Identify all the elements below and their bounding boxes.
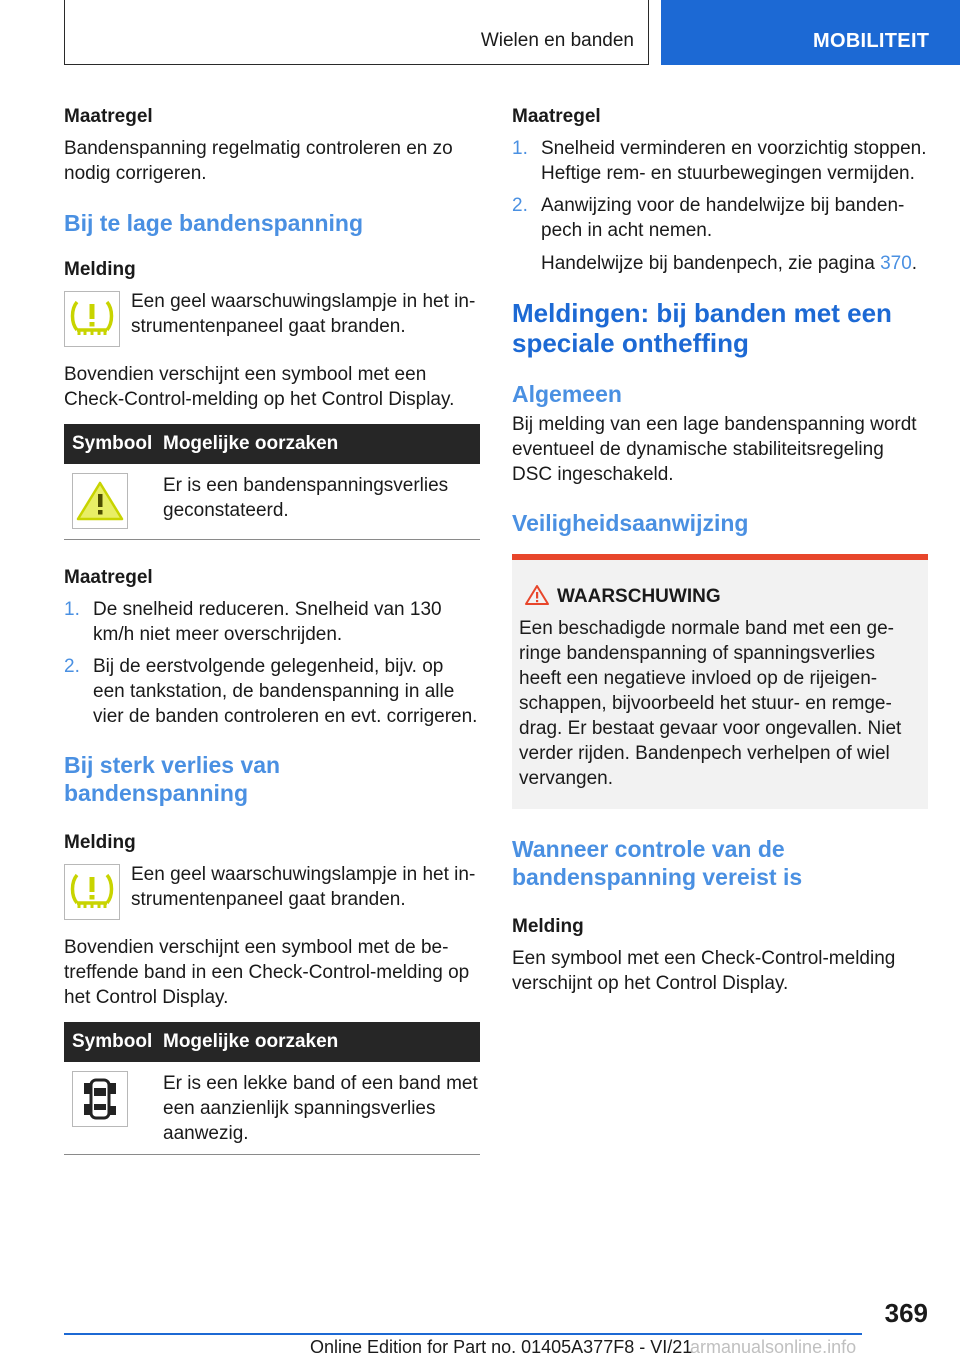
watermark: armanualsonline.info [690, 1337, 857, 1357]
paragraph: Bovendien verschijnt een symbool met de betreffende band in een Check-Control-melding op het Control Display. [64, 936, 470, 1008]
paragraph: Bandenspanning regelmatig controleren en zo nodig corrigeren. [64, 138, 453, 184]
page-link[interactable]: 370 [880, 253, 912, 274]
list-item: 2. Bij de eerstvolgende gelegenheid, bijv. op een tankstation, de bandenspanning in alle vier de banden controleren en evt. corrigeren. [64, 655, 478, 727]
table-row [64, 1062, 480, 1155]
header-section-tab [64, 0, 649, 65]
subheading-melding: Melding [64, 831, 136, 853]
right-column [512, 104, 928, 996]
tpms-warning-icon [64, 291, 120, 347]
paragraph: Een symbool met een Check-Control-melding verschijnt op het Control Display. [512, 948, 896, 994]
page-reference: Handelwijze bij bandenpech, zie pagina 370. [541, 253, 918, 274]
page-number: 369 [884, 1298, 928, 1328]
section-heading-strong-loss: Bij sterk verlies van bandenspanning [64, 751, 281, 806]
message-text: Een geel waarschuwingslampje in het instrumentenpaneel gaat branden. [131, 863, 476, 910]
warning-triangle-icon [72, 473, 128, 529]
warning-text: Een beschadigde normale band met een geringe bandenspanning of spanningsverlies heeft een negatieve invloed op de rijeigenschappen, bijvoorbeeld het stuur- en remgedrag. Er bestaat gevaar voor ongevallen. Niet verder rijden. Bandenpech verhelpen of wiel vervangen. [519, 618, 902, 789]
footer-divider [64, 1333, 862, 1335]
section-title: Wielen en banden [480, 30, 634, 51]
warning-box [512, 554, 928, 809]
list-item: 1. Snelheid verminderen en voorzichtig stoppen. Heftige rem- en stuurbewegingen vermijden. [512, 138, 927, 184]
section-heading-special-tires: Meldingen: bij banden met een speciale ontheffing [512, 298, 892, 358]
section-heading-safety: Veiligheidsaanwijzing [512, 510, 749, 536]
warning-triangle-icon [524, 584, 550, 606]
table-header-symbool: Symbool [64, 424, 163, 464]
symbol-table [64, 424, 480, 540]
section-heading-algemeen: Algemeen [512, 381, 622, 407]
flat-tire-car-icon [72, 1071, 128, 1127]
section-heading-check-required: Wanneer controle van de bandenspanning vereist is [512, 836, 803, 890]
message-text: Een geel waarschuwingslampje in het instrumentenpaneel gaat branden. [131, 291, 476, 337]
subheading-maatregel: Maatregel [64, 106, 153, 127]
list-item: 2. Aanwijzing voor de handelwijze bij bandenpech in acht nemen. [512, 195, 905, 241]
left-column [64, 104, 480, 1155]
section-heading-low-pressure: Bij te lage bandenspanning [64, 210, 364, 236]
warning-title: WAARSCHUWING [519, 584, 920, 609]
paragraph: Bovendien verschijnt een symbool met een Check-Control-melding op het Control Display. [64, 364, 455, 410]
subheading-melding: Melding [64, 259, 136, 280]
list-item: 1. De snelheid reduceren. Snelheid van 130 km/h niet meer overschrijden. [64, 598, 442, 645]
tpms-warning-icon [64, 864, 120, 920]
chapter-title: MOBILITEIT [813, 30, 930, 52]
table-cell-cause: Er is een bandenspanningsverlies geconstateerd. [163, 464, 480, 539]
table-header-symbool: Symbool [64, 1022, 163, 1062]
message-row [64, 289, 480, 347]
table-header-oorzaken: Mogelijke oorzaken [163, 1022, 480, 1062]
table-cell-cause: Er is een lekke band of een band met een aanzienlijk spanningsverlies aanwezig. [163, 1062, 480, 1155]
subheading-maatregel: Maatregel [512, 106, 601, 127]
symbol-table [64, 1022, 480, 1155]
table-header-oorzaken: Mogelijke oorzaken [163, 424, 480, 464]
header-chapter-tab [661, 0, 960, 65]
steps-list [64, 597, 480, 729]
steps-list [512, 136, 928, 243]
edition-text: Online Edition for Part no. 01405A377F8 - VI/21 [310, 1337, 693, 1357]
table-row [64, 464, 480, 539]
message-row [64, 862, 480, 920]
subheading-melding: Melding [512, 916, 584, 937]
subheading-maatregel: Maatregel [64, 566, 153, 588]
paragraph: Bij melding van een lage bandenspanning wordt eventueel de dynamische stabiliteitsregeling DSC ingeschakeld. [512, 414, 917, 485]
